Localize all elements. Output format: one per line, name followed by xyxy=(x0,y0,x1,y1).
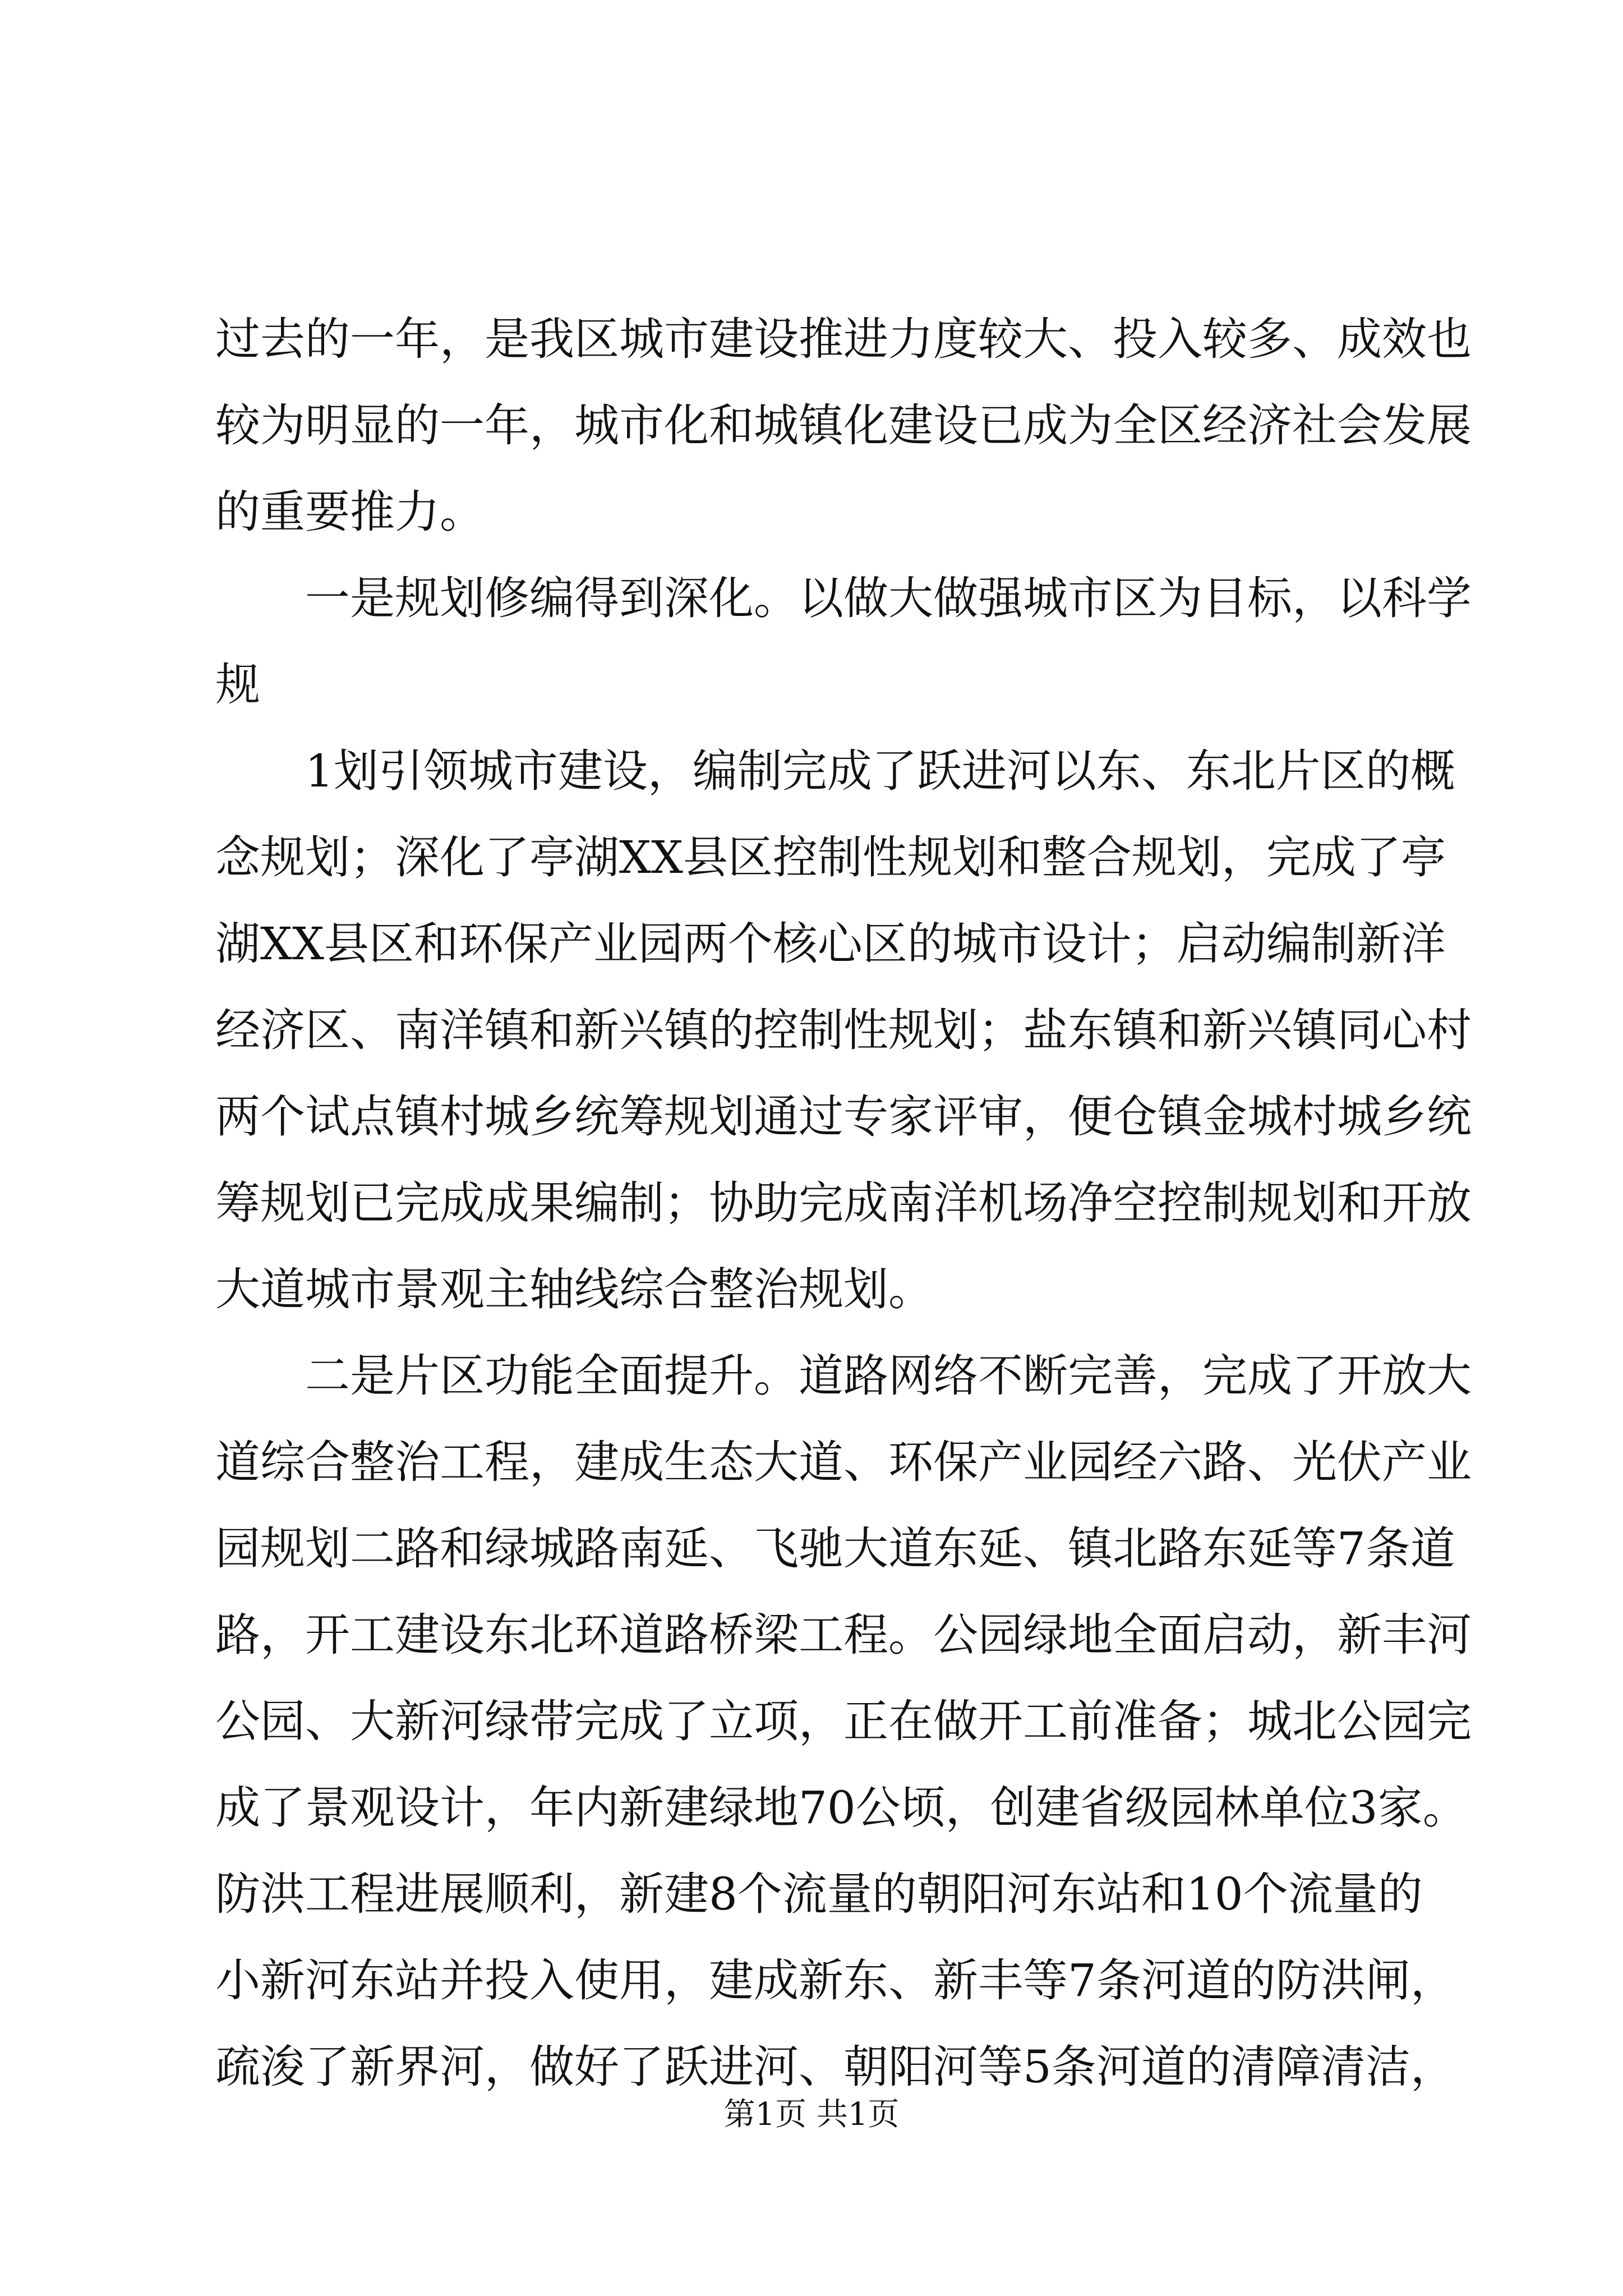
text-line: 规 xyxy=(215,659,260,711)
paragraph-start-line: 一是规划修编得到深化。以做大做强城市区为目标，以科学 xyxy=(305,572,1472,624)
text-line: 小新河东站并投入使用，建成新东、新丰等7条河道的防洪闸， xyxy=(215,1954,1455,2007)
text-line: 大道城市景观主轴线综合整治规划。 xyxy=(215,1263,933,1315)
text-line: 湖XX县区和环保产业园两个核心区的城市设计；启动编制新洋 xyxy=(215,918,1446,970)
text-line: 两个试点镇村城乡统筹规划通过专家评审，便仓镇金城村城乡统 xyxy=(215,1091,1472,1143)
text-line: 经济区、南洋镇和新兴镇的控制性规划；盐东镇和新兴镇同心村 xyxy=(215,1004,1472,1056)
page-footer xyxy=(0,2095,1623,2134)
text-line: 防洪工程进展顺利，新建8个流量的朝阳河东站和10个流量的 xyxy=(215,1868,1423,1920)
paragraph-start-line: 1划引领城市建设，编制完成了跃进河以东、东北片区的概 xyxy=(305,745,1455,797)
paragraph-start-line: 二是片区功能全面提升。道路网络不断完善，完成了开放大 xyxy=(305,1350,1472,1402)
text-line: 园规划二路和绿城路南延、飞驰大道东延、镇北路东延等7条道 xyxy=(215,1522,1455,1575)
text-line: 过去的一年，是我区城市建设推进力度较大、投入较多、成效也 xyxy=(215,313,1472,365)
text-line: 公园、大新河绿带完成了立项，正在做开工前准备；城北公园完 xyxy=(215,1695,1472,1747)
text-line: 较为明显的一年，城市化和城镇化建设已成为全区经济社会发展 xyxy=(215,399,1472,452)
text-line: 成了景观设计，年内新建绿地70公顷，创建省级园林单位3家。 xyxy=(215,1782,1468,1834)
text-line: 路，开工建设东北环道路桥梁工程。公园绿地全面启动，新丰河 xyxy=(215,1609,1472,1661)
body-text xyxy=(215,296,1472,2110)
text-line: 念规划；深化了亭湖XX县区控制性规划和整合规划，完成了亭 xyxy=(215,831,1446,884)
text-line: 道综合整治工程，建成生态大道、环保产业园经六路、光伏产业 xyxy=(215,1436,1472,1488)
page-number-label: 第1页 共1页 xyxy=(723,2096,900,2133)
text-line: 疏浚了新界河，做好了跃进河、朝阳河等5条河道的清障清洁， xyxy=(215,2041,1455,2093)
text-line: 的重要推力。 xyxy=(215,486,485,538)
text-line: 筹规划已完成成果编制；协助完成南洋机场净空控制规划和开放 xyxy=(215,1177,1472,1229)
